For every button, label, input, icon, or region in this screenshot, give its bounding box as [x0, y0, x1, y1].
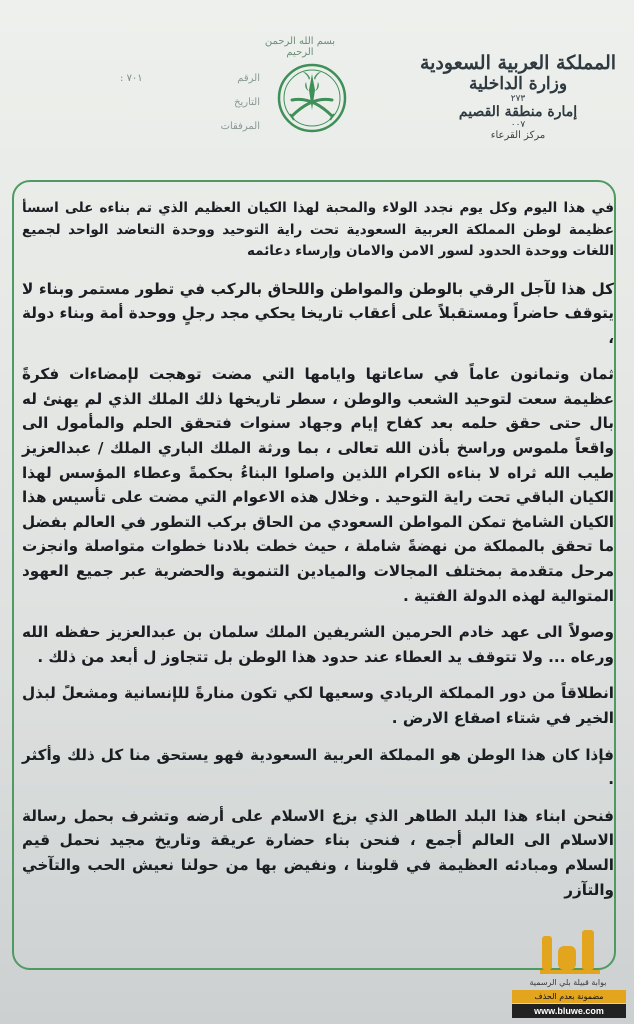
watermark-url: www.bluwe.com — [512, 1004, 626, 1018]
paragraph: في هذا اليوم وكل يوم نجدد الولاء والمحبة لهذا الكيان العظيم الذي تم بناءه على اسسأ عظيمة لوطن المملكة العربية السعودية تحت راية التوحيد ووحدة التعاضد الواحد لجميع اللغات ووحدة الحدود لسور الامن والامان وإرساء دعائمه — [22, 200, 614, 259]
bluwe-logo-icon — [536, 926, 606, 976]
number-value: ٧٠١ : — [120, 72, 143, 84]
kingdom-name: المملكة العربية السعودية — [419, 52, 617, 74]
watermark-site-name: بوابة قبيلة بلي الرسمية — [529, 978, 607, 987]
letter-body — [22, 198, 614, 914]
date-label: التاريخ — [234, 96, 260, 108]
attachments-row — [120, 114, 260, 138]
watermark-tagline: مضمونة بعدم الحذف — [512, 990, 626, 1003]
site-watermark — [506, 926, 630, 1020]
paragraph: وصولاً الى عهد خادم الحرمين الشريفين الملك سلمان بن عبدالعزيز حفظه الله ورعاه ... ولا تتوقف يد العطاء عند حدود هذا الوطن بل تتجاوز ل أبعد من ذلك . — [22, 623, 614, 666]
ministry-code: ٢٧٣ — [510, 94, 526, 104]
basmala: بسم الله الرحمن الرحيم — [264, 36, 336, 58]
paragraph: كل هذا لآجل الرقي بالوطن والمواطن واللحاق بالركب في تطور مستمر وبناء لا يتوقف حاضراً ومستقبلاً على أعقاب تاريخا يحكي مجد رجلٍ ووحدة أمة وبناء دولة ، — [22, 279, 614, 347]
paragraph: فنحن ابناء هذا البلد الطاهر الذي بزع الاسلام على أرضه وتشرف بحمل رسالة الاسلام الى العالم أجمع ، فنحن بناء حضارة عريقة وتاريخ مجيد نحمل قيم السلام ومبادئه العظيمة في قلوبنا ، ونفيض بها من حولنا نعيش الحب والتآخي والتآزر — [22, 806, 614, 899]
ministry-name: وزارة الداخلية — [468, 74, 568, 94]
paragraph: فإذا كان هذا الوطن هو المملكة العربية السعودية فهو يستحق منا كل ذلك وأكثر . — [22, 745, 614, 789]
attachments-label: المرفقات — [220, 120, 260, 132]
number-row — [120, 66, 260, 90]
paragraph: انطلاقاً من دور المملكة الريادي وسعيها لكي تكون منارةً للإنسانية ومشعلً لبذل الخير في شتاء اصقاع الارض . — [22, 684, 614, 727]
saudi-emblem-icon — [276, 60, 348, 136]
number-label: الرقم — [237, 72, 260, 84]
letterhead — [418, 52, 618, 142]
paragraph: ثمان وتمانون عاماً في ساعاتها وايامها التي مضت توهجت لإمضاءات فكرةً عظيمة سعت لتوحيد الشعب والوطن ، سطر تاريخها ذلك الملك الذي لم يهنئ له بال حتى حقق حلمه بعد كفاح إيام وجهاد سنوات فتحقق الحلم والمأمول الى واقعاً ملموس وراسخ بأذن الله تعالى ، بما ورثة الملك الباري الملك / عبدالعزيز طيب الله ثراه لا بناءه الكرام اللذين واصلوا البناءُ بحكمةً وعطاء المؤسس لهذا الكيان الباقي تحت راية التوحيد . وخلال هذه الاعوام التي مضت على تأسيس هذا الكيان الشامخ تمكن المواطن السعودي من الحاق بركب التطور في العالم بفضل ما تحقق بالمملكة من نهضةً شاملة ، حيث خطت بلادنا خطوات متواصلة وانجزت مرحل متقدمة بمختلف المجالات والميادين التنموية والحضرية عبر جميع العهود المتوالية لهذه الدولة الفتية . — [22, 365, 614, 605]
department-name: إمارة منطقة القصيم — [458, 104, 578, 120]
department-code: ٠٠٧ — [510, 120, 526, 130]
date-row — [120, 90, 260, 114]
center-name: مركز القرعاء — [490, 130, 546, 141]
reference-block — [120, 66, 260, 138]
